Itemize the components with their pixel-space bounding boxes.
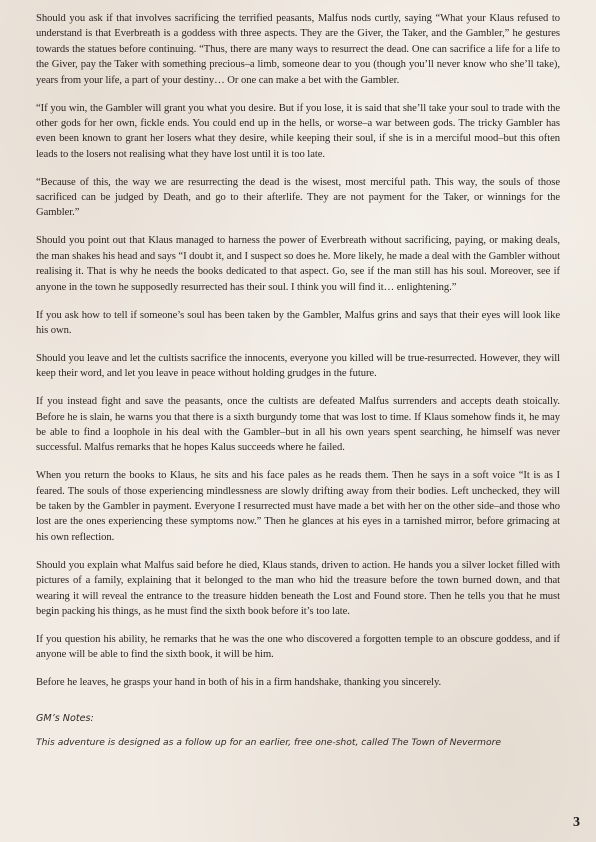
page-content: [36, 11, 560, 750]
gm-notes: [36, 712, 560, 750]
gm-notes-text: This adventure is designed as a follow up for an earlier, free one-shot, called The Town of Nevermore: [36, 736, 502, 748]
body-paragraph: Should you explain what Malfus said before he died, Klaus stands, driven to action. He hands you a silver locket filled with pictures of a family, explaining that it belonged to the man who hid the treasure before the town burned down, and that wearing it will reveal the entrance to the treasure hidden beneath the Lost and Found store. Then he tells you that he must begin packing his things, as he must find the sixth book before it’s too late.: [36, 559, 560, 617]
body-paragraph: “If you win, the Gambler will grant you what you desire. But if you lose, it is said that she’ll take your soul to trade with the other gods for her own, fickle ends. You could end up in the hells, or worse–a war between gods. The tricky Gambler has even been known to grant her losers what they desire, while keeping their soul, if she is in a merciful mood–but this often leads to the losers not realising what they have lost until it is too late.: [36, 102, 560, 160]
body-paragraph: Should you leave and let the cultists sacrifice the innocents, everyone you killed will be true-resurrected. However, they will keep their word, and let you leave in peace without holding grudges in the future.: [36, 352, 560, 380]
body-paragraph: If you instead fight and save the peasants, once the cultists are defeated Malfus surrenders and accepts death stoically. Before he is slain, he warns you that there is a sixth burgundy tome that was lost to time. If Klaus somehow finds it, he may be able to find a loophole in his deal with the Gambler–but in all his own years spent searching, he himself was never successful. Malfus remarks that he hopes Kalus succeeds where he failed.: [36, 396, 560, 454]
body-paragraph: If you ask how to tell if someone’s soul has been taken by the Gambler, Malfus grins and says that their eyes will look like his own.: [36, 309, 560, 336]
body-paragraph: “Because of this, the way we are resurrecting the dead is the wisest, most merciful path. This way, the souls of those sacrificed can be judged by Death, and go to their afterlife. They are not payment for the Taker, or winnings for the Gambler.”: [36, 176, 560, 219]
body-paragraph: Should you point out that Klaus managed to harness the power of Everbreath without sacrificing, paying, or making deals, the man shakes his head and says “I doubt it, and I suspect so does he. More likely, he made a deal with the Gambler without realising it. That is why he needs the books dedicated to that aspect. Go, see if the man still has his soul. Moreover, see if anyone in the town he supposedly resurrected has their soul. I think you will find it… enlightening.”: [36, 235, 560, 293]
gm-notes-heading: GM’s Notes:: [36, 712, 94, 724]
page-number: 3: [573, 815, 580, 830]
body-paragraph: Should you ask if that involves sacrificing the terrified peasants, Malfus nods curtly, saying “What your Klaus refused to understand is that Everbreath is a goddess with three aspects. They are the Giver, the Taker, and the Gambler,” he gestures towards the statues before continuing. “Thus, there are many ways to resurrect the dead. One can sacrifice a life for a life to the Giver, pay the Taker with something precious–a limb, someone dear to you (though you’ll never know who she’ll take), years from your life, a part of your destiny… Or one can make a bet with the Gambler.: [36, 13, 560, 86]
body-paragraph: Before he leaves, he grasps your hand in both of his in a firm handshake, thanking you sincerely.: [36, 677, 442, 689]
body-paragraph: When you return the books to Klaus, he sits and his face pales as he reads them. Then he says in a soft voice “It is as I feared. The souls of those experiencing mindlessness are slowly drifting away from their bodies. Left unchecked, they will be taken by the Gambler in payment. Everyone I resurrected must have made a bet with her on the other side–and those who lost are the ones experiencing these symptoms now.” Then he glances at his eyes in a tarnished mirror, before grimacing at his own reflection.: [36, 470, 560, 543]
body-paragraph: If you question his ability, he remarks that he was the one who discovered a forgotten temple to an obscure goddess, and if anyone will be able to find the sixth book, it will be him.: [36, 633, 560, 661]
